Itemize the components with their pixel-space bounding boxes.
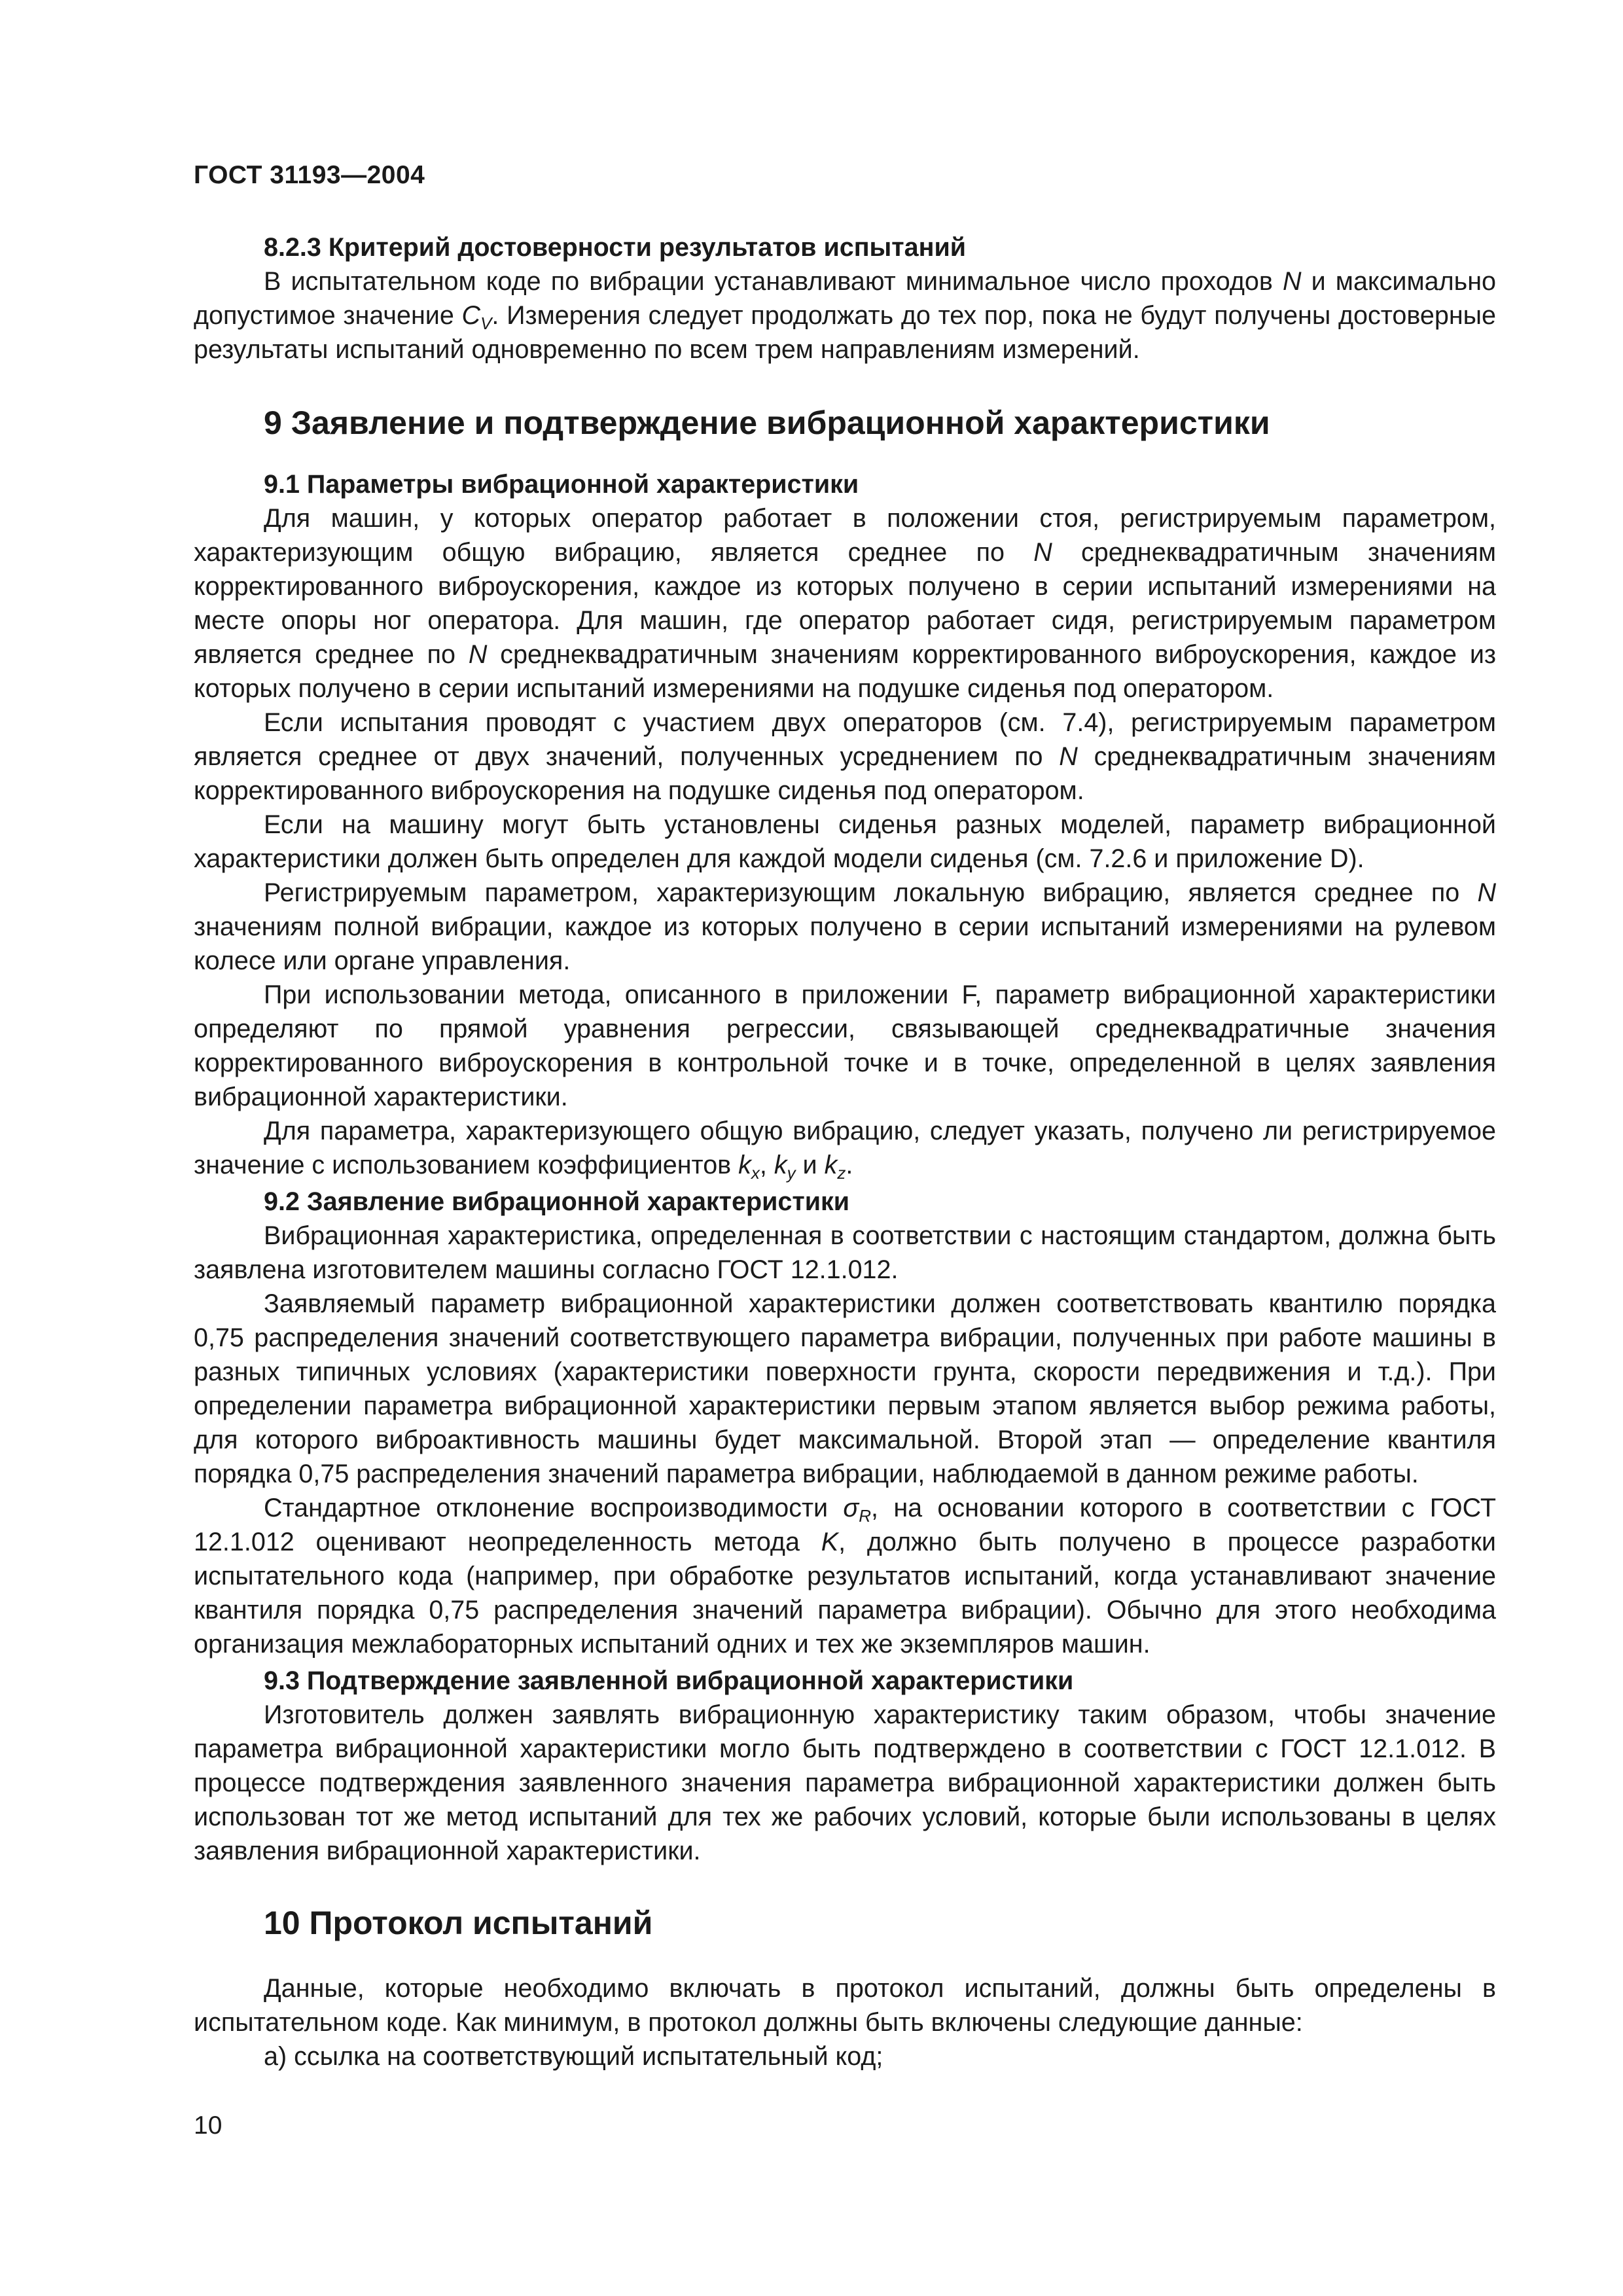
paragraph: Если на машину могут быть установлены сиденья разных моделей, параметр вибрационной характеристики должен быть определен для каждой модели сиденья (см. 7.2.6 и приложение D). bbox=[194, 810, 1496, 873]
subsection-title-8-2-3: 8.2.3 Критерий достоверности результатов испытаний bbox=[264, 233, 967, 262]
subsection-title-9-3: 9.3 Подтверждение заявленной вибрационной характеристики bbox=[264, 1666, 1074, 1695]
list-item: а) ссылка на соответствующий испытательный код; bbox=[264, 2042, 883, 2071]
paragraph: Стандартное отклонение воспроизводимости $\sigma_R$, на основании которого в соответствии с ГОСТ 12.1.012 оценивают неопределенность метода K, должно быть получено в процессе разработки испытательного кода (например, при обработке результатов испытаний, когда устанавливают значение квантиля порядка 0,75 распределения значений параметра вибрации). Обычно для этого необходима организация межлабораторных испытаний одних и тех же экземпляров машин. bbox=[194, 1494, 1496, 1659]
paragraph: Для машин, у которых оператор работает в положении стоя, регистрируемым параметром, характеризующим общую вибрацию, является среднее по N среднеквадратичным значениям корректированного виброускорения, каждое из которых получено в серии испытаний измерениями на месте опоры ног оператора. Для машин, где оператор работает сидя, регистрируемым параметром является среднее по N среднеквадратичным значениям корректированного виброускорения, каждое из которых получено в серии испытаний измерениями на подушке сиденья под оператором. bbox=[194, 504, 1497, 703]
paragraph: Данные, которые необходимо включать в протокол испытаний, должны быть определены в испытательном коде. Как минимум, в протокол должны быть включены следующие данные: bbox=[194, 1974, 1496, 2037]
page-content bbox=[194, 230, 1496, 2073]
document-code-header: ГОСТ 31193—2004 bbox=[194, 161, 425, 189]
section-title-10: 10 Протокол испытаний bbox=[264, 1905, 653, 1941]
paragraph: Заявляемый параметр вибрационной характеристики должен соответствовать квантилю порядка 0,75 распределения значений соответствующего параметра вибрации, полученных при работе машины в разных типичных условиях (характеристики поверхности грунта, скорости передвижения и т.д.). При определении параметра вибрационной характеристики первым этапом является выбор режима работы, для которого виброактивность машины будет максимальной. Второй этап — определение квантиля порядка 0,75 распределения значений параметра вибрации, наблюдаемой в данном режиме работы. bbox=[194, 1289, 1496, 1488]
subsection-title-9-1: 9.1 Параметры вибрационной характеристики bbox=[264, 470, 859, 499]
paragraph: В испытательном коде по вибрации устанавливают минимальное число проходов N и максимально допустимое значение $C_V$. Измерения следует продолжать до тех пор, пока не будут получены достоверные результаты испытаний одновременно по всем трем направлениям измерений. bbox=[194, 267, 1496, 364]
subsection-title-9-2: 9.2 Заявление вибрационной характеристики bbox=[264, 1187, 850, 1216]
page-number: 10 bbox=[194, 2111, 223, 2140]
paragraph: Для параметра, характеризующего общую вибрацию, следует указать, получено ли регистрируемое значение с использованием коэффициентов $k_x$, $k_y$ и $k_z$. bbox=[194, 1117, 1496, 1183]
paragraph: Регистрируемым параметром, характеризующим локальную вибрацию, является среднее по N значениям полной вибрации, каждое из которых получено в серии испытаний измерениями на рулевом колесе или органе управления. bbox=[194, 878, 1496, 975]
section-title-9: 9 Заявление и подтверждение вибрационной характеристики bbox=[264, 404, 1270, 441]
paragraph: Вибрационная характеристика, определенная в соответствии с настоящим стандартом, должна быть заявлена изготовителем машины согласно ГОСТ 12.1.012. bbox=[194, 1221, 1496, 1284]
paragraph: Если испытания проводят с участием двух операторов (см. 7.4), регистрируемым параметром является среднее от двух значений, полученных усреднением по N среднеквадратичным значениям корректированного виброускорения на подушке сиденья под оператором. bbox=[194, 708, 1496, 805]
paragraph: При использовании метода, описанного в приложении F, параметр вибрационной характеристики определяют по прямой уравнения регрессии, связывающей среднеквадратичные значения корректированного виброускорения в контрольной точке и в точке, определенной в целях заявления вибрационной характеристики. bbox=[194, 980, 1496, 1111]
paragraph: Изготовитель должен заявлять вибрационную характеристику таким образом, чтобы значение параметра вибрационной характеристики могло быть подтверждено в соответствии с ГОСТ 12.1.012. В процессе подтверждения заявленного значения параметра вибрационной характеристики должен быть использован тот же метод испытаний для тех же рабочих условий, которые были использованы в целях заявления вибрационной характеристики. bbox=[194, 1700, 1496, 1865]
